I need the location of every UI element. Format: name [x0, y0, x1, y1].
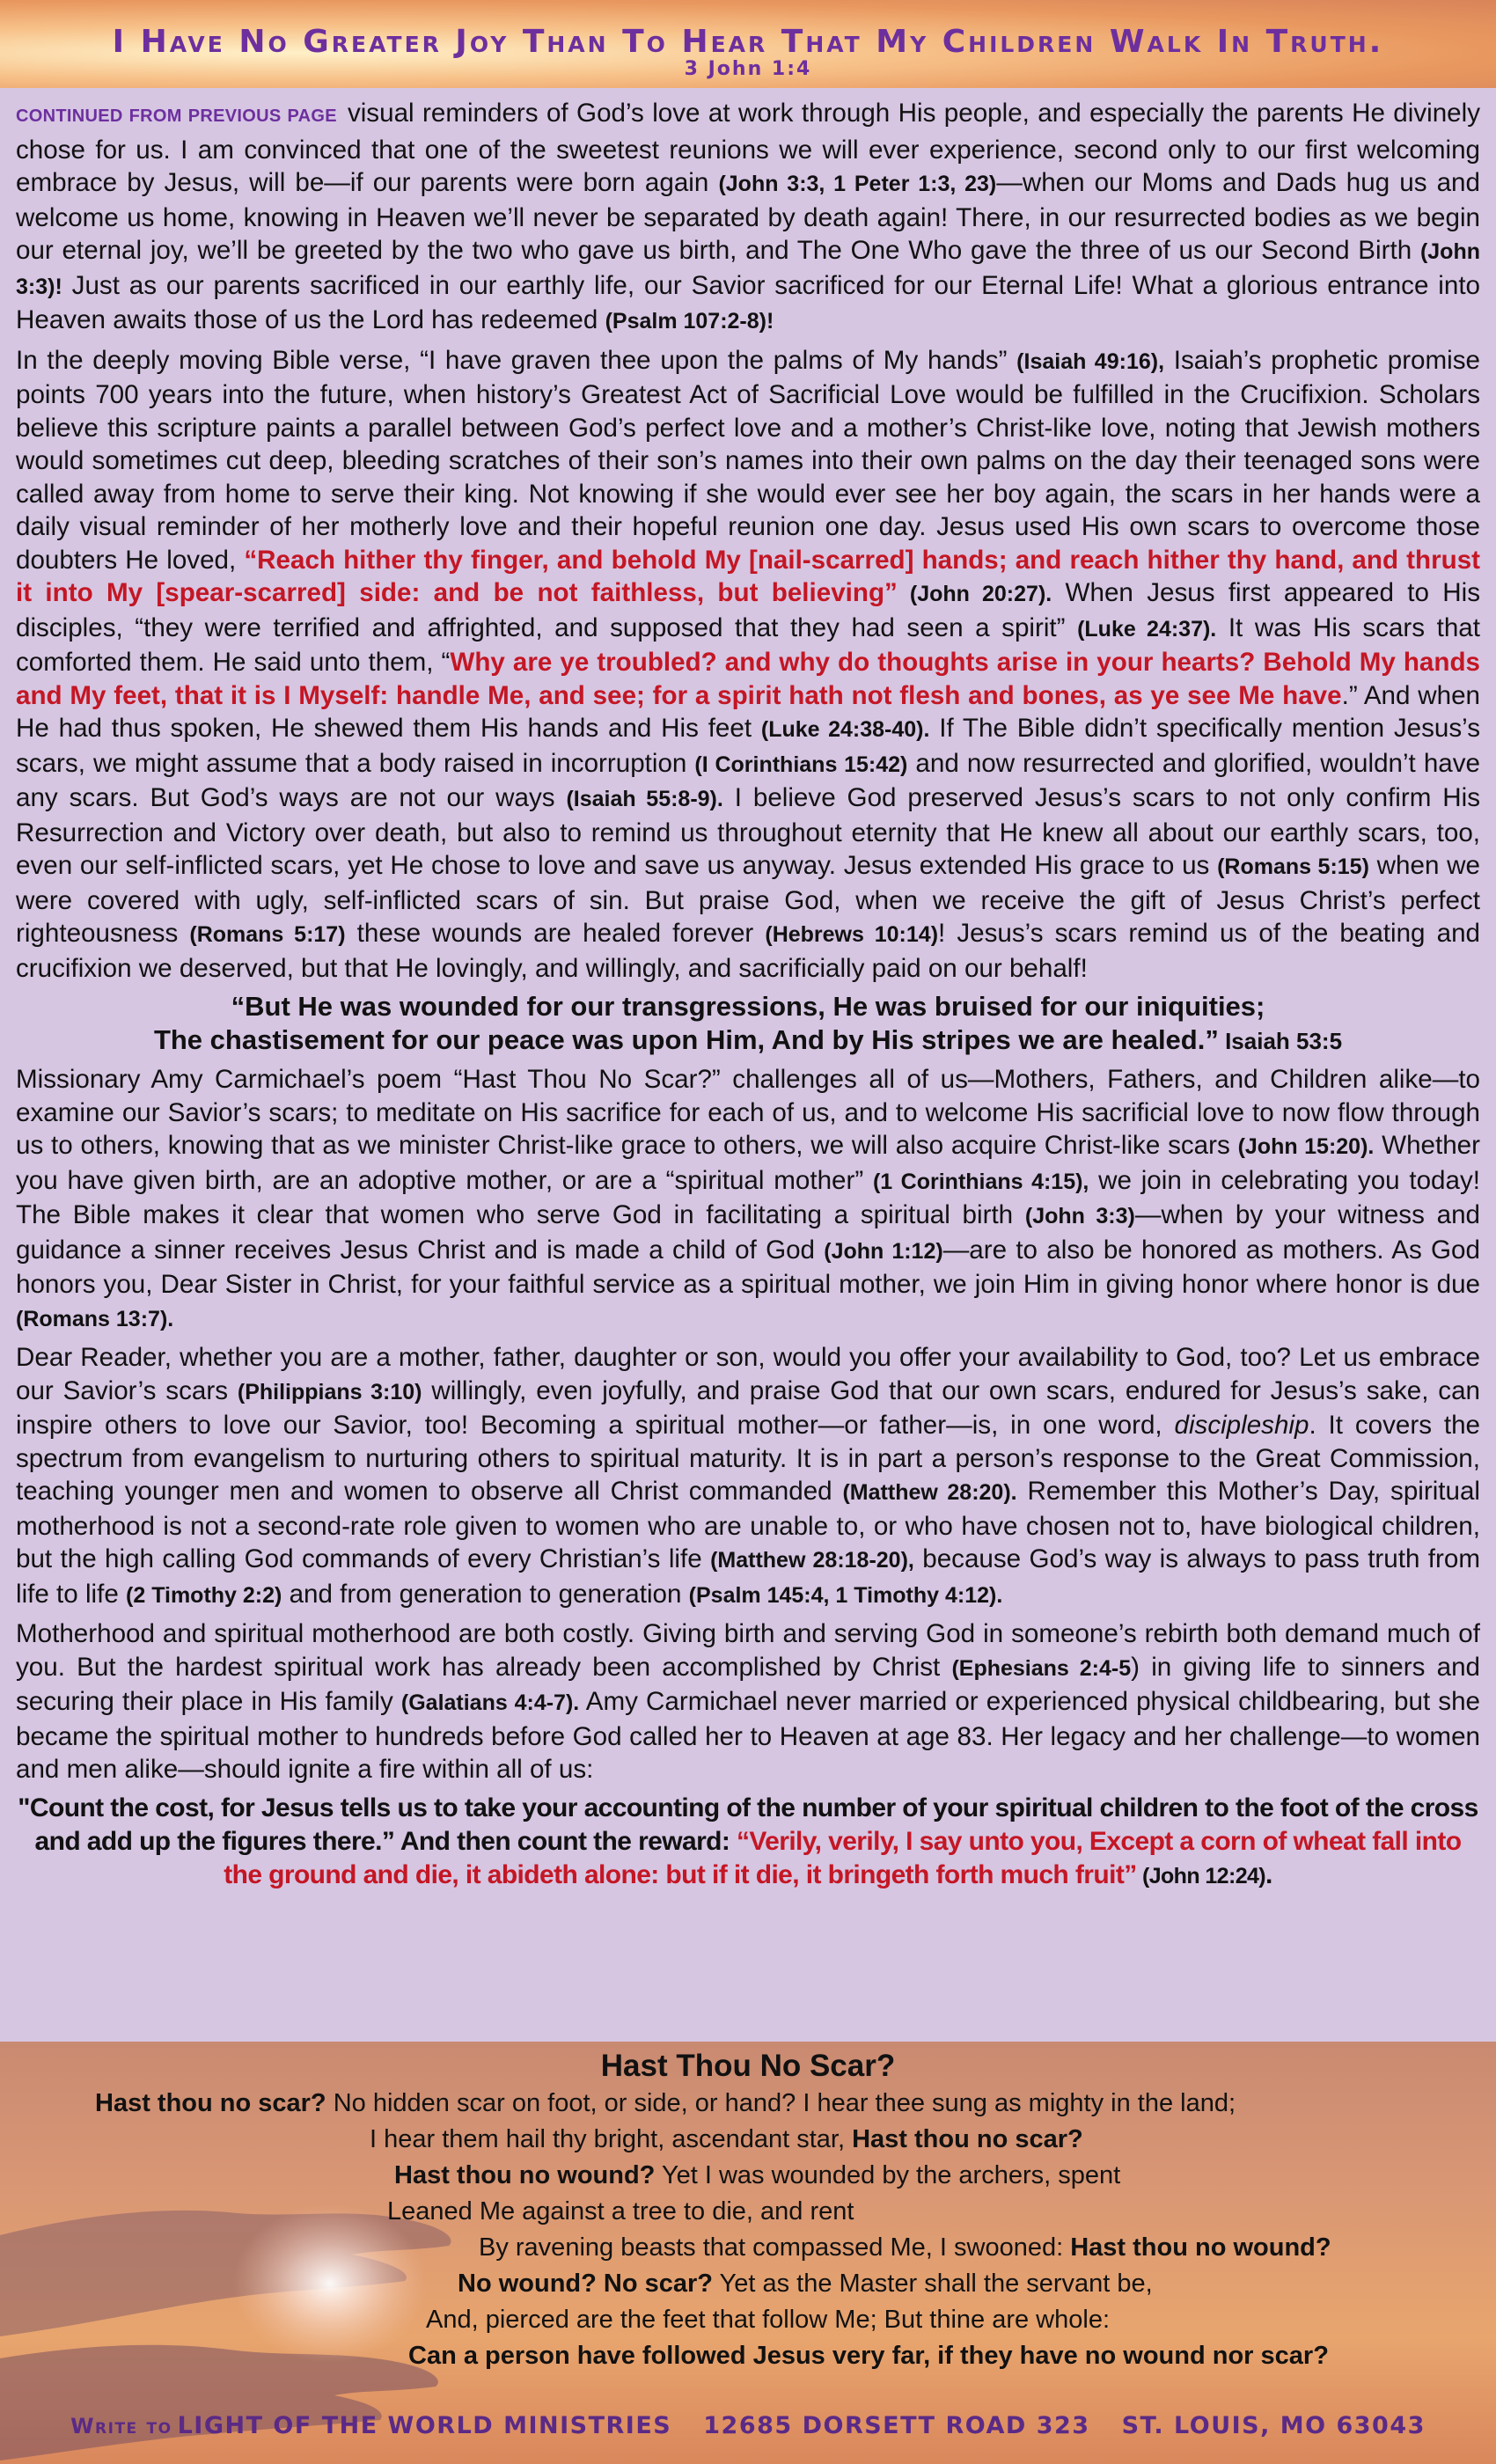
- text: Hast thou no scar?: [852, 2125, 1083, 2153]
- red-quote: “Reach hither thy finger, and behold My [nail-scarred] hands; and reach hither thy hand, and thrust it into My [spear-scarred] side: and be not faithless, but believing”: [16, 545, 1480, 607]
- scripture-ref: (Hebrews 10:14): [765, 922, 939, 947]
- poem-line: [95, 2087, 1236, 2119]
- text: No hidden scar on foot, or side, or hand? I hear thee sung as mighty in the land;: [326, 2089, 1236, 2117]
- red-quote: Why are ye troubled? and why do thoughts arise in your hearts? Behold My hands and My feet, that it is I Myself: handle Me, and see; for a spirit hath not flesh and bones, as ye see Me have: [16, 648, 1480, 710]
- paragraph-2: [16, 344, 1480, 986]
- text: Hast thou no wound?: [394, 2161, 656, 2189]
- text: The chastisement for our peace was upon Him, And by His stripes we are healed.”: [153, 1024, 1219, 1055]
- page-header: [0, 0, 1496, 88]
- paragraph-3: [16, 1063, 1480, 1336]
- paragraph-5: [16, 1617, 1480, 1786]
- scripture-ref: (Luke 24:38-40).: [760, 717, 930, 742]
- text: ! Jesus’s scars remind us of the beating and crucifixion we deserved, but that He lovingly, and willingly, and sacrificially paid on our behalf!: [16, 919, 1480, 983]
- city-address: ST. LOUIS, MO 63043: [1121, 2412, 1426, 2439]
- text: Yet I was wounded by the archers, spent: [655, 2161, 1121, 2189]
- text: visual reminders of God’s love at work through His people, and especially the parents He divinely chose for us. I am convinced that one of the sweetest reunions we will ever experience, second only to our first welcoming embrace by Jesus, will be—if our parents were born again: [16, 99, 1480, 197]
- poem-line: [370, 2123, 1083, 2155]
- text: —are to also be honored as mothers. As God honors you, Dear Sister in Christ, for your faithful service as a spiritual mother, we join Him in giving honor where honor is due: [16, 1235, 1480, 1299]
- scripture-ref: (John 3:3)!: [16, 239, 1480, 299]
- text: willingly, even joyfully, and praise God that our own scars, endured for Jesus’s sake, can inspire others to love our Savior, too! Becoming a spiritual mother—or father—is, in one word,: [16, 1375, 1480, 1440]
- text: Can a person have followed Jesus very far, if they have no wound nor scar?: [408, 2342, 1329, 2370]
- scripture-ref: (Ephesians 2:4-5: [951, 1655, 1132, 1681]
- scripture-ref: Isaiah 53:5: [1218, 1028, 1343, 1054]
- text: "Count the cost, for Jesus tells us to take your accounting of the number of your spiritual children to the foot of the cross and add up the figures there.” And then count the reward:: [18, 1793, 1478, 1856]
- count-the-cost-quote: [16, 1792, 1480, 1893]
- poem-lines: [0, 2042, 1496, 2411]
- quote-line: [16, 1023, 1480, 1058]
- article-body: [16, 97, 1480, 2037]
- org-name: LIGHT OF THE WORLD MINISTRIES: [177, 2412, 672, 2439]
- scripture-ref: (Romans 5:17): [189, 922, 346, 947]
- scripture-ref: (John 12:24): [1136, 1863, 1266, 1888]
- text: Hast thou no wound?: [1070, 2233, 1331, 2262]
- text: Motherhood and spiritual motherhood are both costly. Giving birth and serving God in someone’s rebirth both demand much of you. But the hardest spiritual work has already been accomplished by Christ: [16, 1619, 1480, 1682]
- continued-label: CONTINUED FROM PREVIOUS PAGE: [16, 106, 337, 126]
- quote-line: “But He was wounded for our transgressions, He was bruised for our iniquities;: [231, 991, 1265, 1022]
- scripture-ref: (Romans 13:7).: [16, 1306, 174, 1331]
- scripture-ref: (Romans 5:15): [1217, 854, 1369, 879]
- scripture-ref: (Psalm 107:2-8)!: [605, 309, 774, 334]
- text: Yet as the Master shall the servant be,: [713, 2270, 1153, 2298]
- poem-line: [479, 2232, 1331, 2263]
- poem-line: [394, 2160, 1120, 2191]
- poem-line: [458, 2268, 1153, 2299]
- isaiah-quote: [16, 990, 1480, 1058]
- poem-section: [0, 2042, 1496, 2464]
- scripture-ref: (John 15:20).: [1237, 1134, 1375, 1159]
- paragraph-1: [16, 97, 1480, 339]
- footer-address: [0, 2404, 1496, 2448]
- scripture-ref: (I Corinthians 15:42): [694, 752, 908, 777]
- text: when we were covered with ugly, self-inflicted scars of sin. But praise God, when we receive the gift of Jesus Christ’s perfect righteousness: [16, 851, 1480, 948]
- poem-line: [426, 2304, 1110, 2336]
- scripture-ref: (Luke 24:37).: [1077, 616, 1217, 642]
- poem-line: [408, 2340, 1329, 2372]
- text: Amy Carmichael never married or experienced physical childbearing, but she became the spiritual mother to hundreds before God called her to Heaven at age 83. Her legacy and her challenge—to women and men alike—should ignite a fire within all of us:: [16, 1687, 1480, 1784]
- red-quote: “Verily, verily, I say unto you, Except a corn of wheat fall into the ground and die, it abideth alone: but if it die, it bringeth forth much fruit”: [224, 1826, 1462, 1889]
- scripture-ref: (John 3:3, 1 Peter 1:3, 23): [718, 172, 997, 196]
- text: In the deeply moving Bible verse, “I have graven thee upon the palms of My hands”: [16, 345, 1017, 375]
- paragraph-4: [16, 1341, 1480, 1612]
- scripture-ref: (Isaiah 49:16),: [1016, 348, 1165, 374]
- text: Remember this Mother’s Day, spiritual motherhood is not a second-rate role given to women who are unable to, or who have chosen not to, have biological children, but the high calling God commands of every Christian’s life: [16, 1477, 1480, 1573]
- text: No wound? No scar?: [458, 2270, 713, 2298]
- scripture-ref: (Philippians 3:10): [237, 1379, 422, 1404]
- text: Dear Reader, whether you are a mother, father, daughter or son, would you offer your availability to God, too? Let us embrace our Savior’s scars: [16, 1343, 1480, 1405]
- scripture-ref: (Matthew 28:18-20),: [710, 1548, 914, 1573]
- write-to-label: Write to: [70, 2414, 172, 2438]
- text: —when our Moms and Dads hug us and welcome us home, knowing in Heaven we’ll never be separated by death again! There, in our resurrected bodies as we begin our eternal joy, we’ll be greeted by the two who gave us birth, and The One Who gave the three of us our Second Birth: [16, 168, 1480, 265]
- poem-title: Hast Thou No Scar?: [600, 2049, 896, 2083]
- street-address: 12685 DORSETT ROAD 323: [703, 2412, 1090, 2439]
- scripture-ref: (1 Corinthians 4:15),: [872, 1169, 1089, 1194]
- scripture-ref: (Matthew 28:20).: [842, 1480, 1017, 1505]
- text: Whether you have given birth, are an adoptive mother, or are a “spiritual mother”: [16, 1131, 1480, 1195]
- text: If The Bible didn’t specifically mention Jesus’s scars, we might assume that a body raised in incorruption: [16, 714, 1480, 778]
- text: Just as our parents sacrificed in our earthly life, our Savior sacrificed for our Eternal Life! What a glorious entrance into Heaven awaits those of us the Lord has redeemed: [16, 270, 1480, 334]
- text: we join in celebrating you today! The Bible makes it clear that women who serve God in facilitating a spiritual birth: [16, 1165, 1480, 1229]
- scripture-ref: (John 1:12): [824, 1238, 943, 1264]
- text: .” And when He had thus spoken, He shewed them His hands and His feet: [16, 680, 1480, 743]
- text: I hear them hail thy bright, ascendant star,: [370, 2125, 853, 2153]
- text: When Jesus first appeared to His disciples, “they were terrified and affrighted, and supposed that they had seen a spirit”: [16, 578, 1480, 642]
- text: and now resurrected and glorified, wouldn’t have any scars. But God’s ways are not our ways: [16, 748, 1480, 812]
- text: . It covers the spectrum from evangelism to nurturing others to spiritual maturity. It is in part a person’s response to the Great Commission, teaching younger men and women to observe all Christ commanded: [16, 1411, 1480, 1506]
- scripture-ref: (Isaiah 55:8-9).: [566, 787, 723, 811]
- text: I believe God preserved Jesus’s scars to not only confirm His Resurrection and Victory over death, but also to remind us throughout eternity that He knew all about our earthly scars, too, even our self-inflicted scars, yet He chose to love and save us anyway. Jesus extended His grace to us: [16, 783, 1480, 880]
- text: Hast thou no scar?: [95, 2089, 326, 2117]
- text: Isaiah’s prophetic promise points 700 years into the future, when history’s Greatest Act of Sacrificial Love would be fulfilled in the Crucifixion. Scholars believe this scripture paints a parallel between God’s perfect love and a mother’s Christ-like love, noting that Jewish mothers would sometimes cut deep, bleeding scratches of their son’s names into their own palms on the day their teenaged sons were called away from home to serve their king. Not knowing if she would ever see her boy again, the scars in her hands were a daily visual reminder of her motherly love and their hopeful reunion one day. Jesus used His own scars to overcome those doubters He loved,: [16, 345, 1480, 575]
- text: and from generation to generation: [282, 1579, 689, 1609]
- text: because God’s way is always to pass truth from life to life: [16, 1544, 1480, 1609]
- header-title: I Have No Greater Joy Than To Hear That My Children Walk In Truth.: [112, 24, 1384, 60]
- scripture-ref: (Psalm 145:4, 1 Timothy 4:12).: [688, 1582, 1003, 1608]
- scripture-ref: (2 Timothy 2:2): [126, 1582, 282, 1608]
- text: Missionary Amy Carmichael’s poem “Hast Thou No Scar?” challenges all of us—Mothers, Fathers, and Children alike—to examine our Savior’s scars; to meditate on His sacrifice for each of us, and to welcome His sacrificial love to now flow through us to others, knowing that as we minister Christ-like grace to others, we will also acquire Christ-like scars: [16, 1065, 1480, 1160]
- scripture-ref: (John 3:3): [1024, 1204, 1135, 1228]
- text: It was His scars that comforted them. He said unto them, “: [16, 612, 1480, 677]
- poem-line: [387, 2196, 854, 2227]
- scripture-ref: (John 20:27).: [897, 582, 1052, 606]
- text: these wounds are healed forever: [345, 919, 766, 948]
- emphasis: discipleship: [1174, 1411, 1309, 1440]
- text: —when by your witness and guidance a sinner receives Jesus Christ and is made a child of God: [16, 1200, 1480, 1265]
- text: Leaned Me against a tree to die, and rent: [387, 2197, 854, 2226]
- text: By ravening beasts that compassed Me, I swooned:: [479, 2233, 1071, 2262]
- scripture-ref: (Galatians 4:4-7).: [400, 1690, 580, 1715]
- header-reference: 3 John 1:4: [684, 58, 812, 80]
- text: .: [1265, 1859, 1272, 1889]
- text: And, pierced are the feet that follow Me; But thine are whole:: [426, 2306, 1111, 2334]
- text: ) in giving life to sinners and securing their place in His family: [16, 1652, 1480, 1716]
